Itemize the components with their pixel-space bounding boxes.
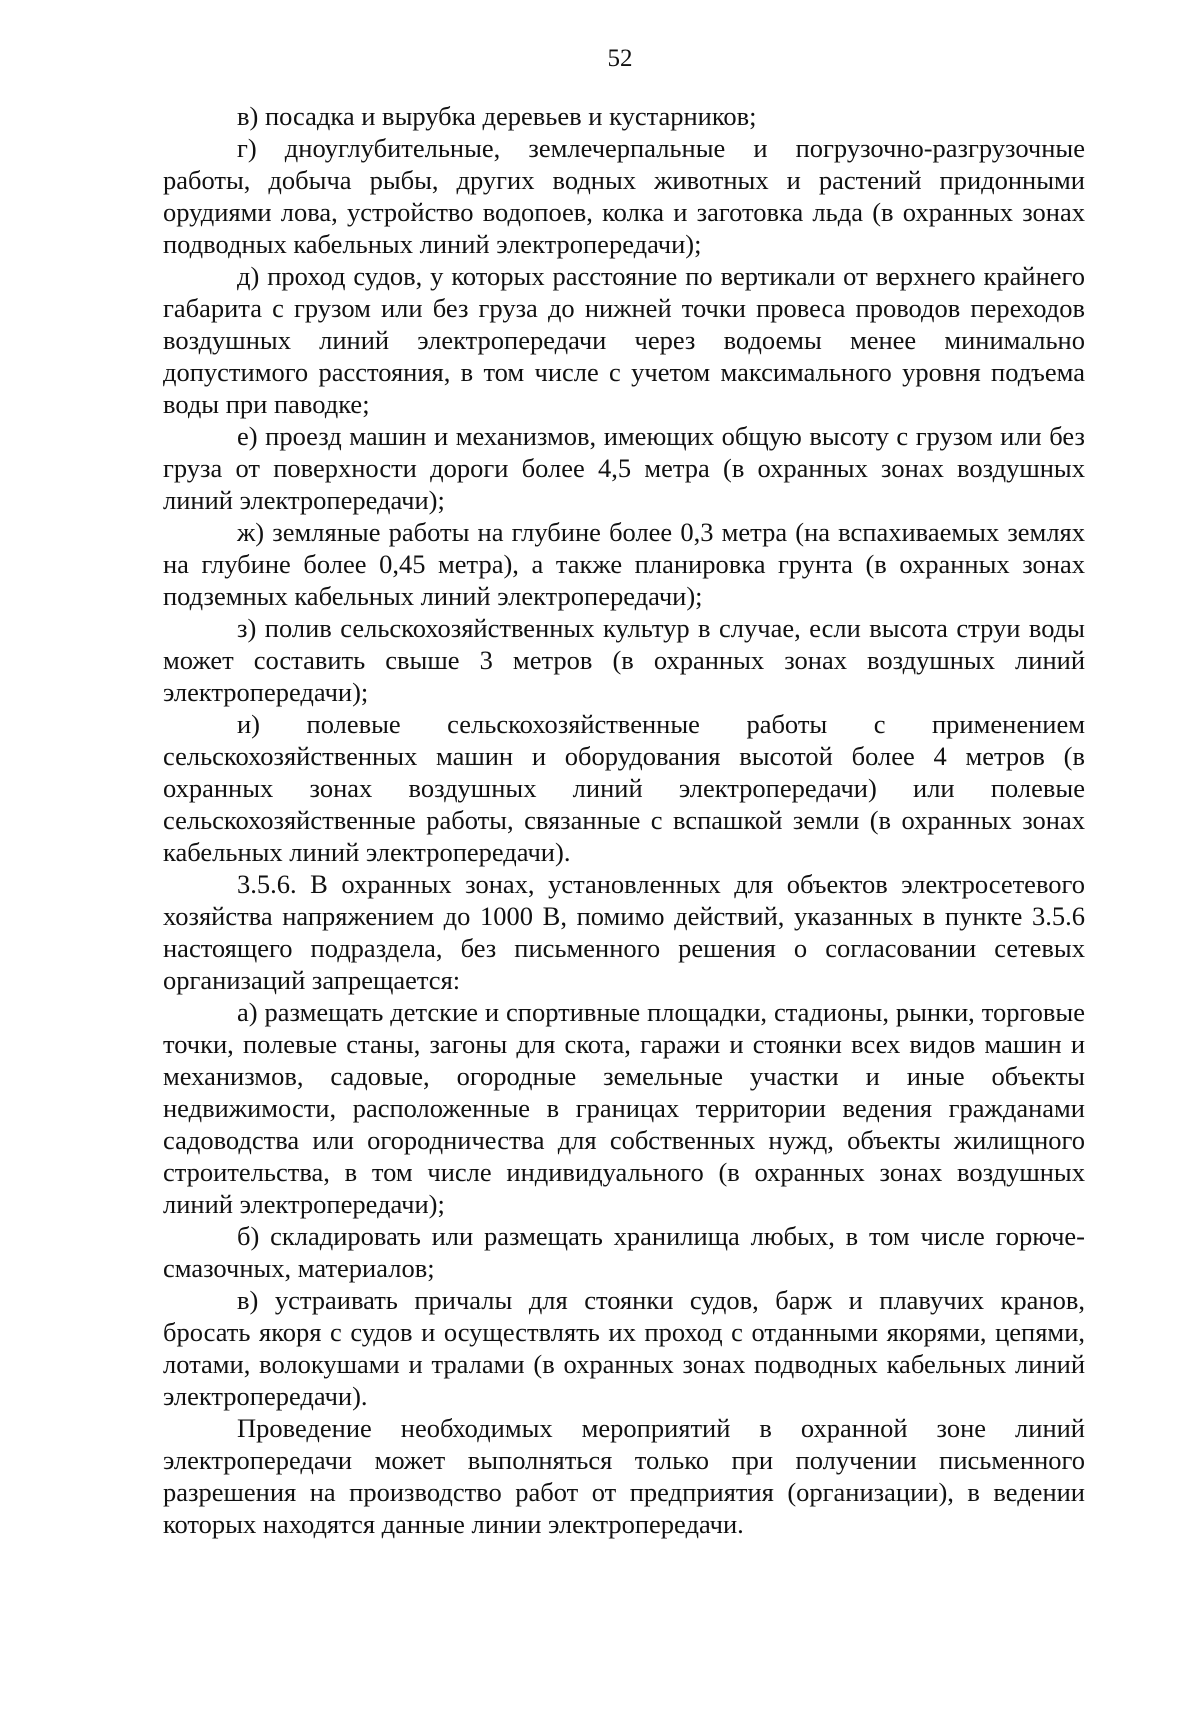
paragraph-b-storage: б) складировать или размещать хранилища любых, в том числе горюче-смазочных, материалов; [163, 1221, 1085, 1283]
paragraph-g-dredging: г) дноуглубительные, землечерпальные и погрузочно-разгрузочные работы, добыча рыбы, других водных животных и растений придонными орудиями лова, устройство водопоев, колка и заготовка льда (в охранных зонах подводных кабельных линий электропередачи); [163, 133, 1085, 259]
paragraph-permission: Проведение необходимых мероприятий в охранной зоне линий электропередачи может выполняться только при получении письменного разрешения на производство работ от предприятия (организации), в ведении которых находятся данные линии электропередачи. [163, 1413, 1085, 1539]
paragraph-zh-earthworks: ж) земляные работы на глубине более 0,3 метра (на вспахиваемых землях на глубине более 0,45 метра), а также планировка грунта (в охранных зонах подземных кабельных линий электропередачи); [163, 517, 1085, 611]
paragraph-z-irrigation: з) полив сельскохозяйственных культур в случае, если высота струи воды может составить свыше 3 метров (в охранных зонах воздушных линий электропередачи); [163, 613, 1085, 707]
paragraph-i-field-works: и) полевые сельскохозяйственные работы с применением сельскохозяйственных машин и оборудования высотой более 4 метров (в охранных зонах воздушных линий электропередачи) или полевые сельскохозяйственные работы, связанные с вспашкой земли (в охранных зонах кабельных линий электропередачи). [163, 709, 1085, 867]
paragraph-section-3-5-6: 3.5.6. В охранных зонах, установленных для объектов электросетевого хозяйства напряжением до 1000 В, помимо действий, указанных в пункте 3.5.6 настоящего подраздела, без письменного решения о согласовании сетевых организаций запрещается: [163, 869, 1085, 995]
paragraph-a-placement: а) размещать детские и спортивные площадки, стадионы, рынки, торговые точки, полевые станы, загоны для скота, гаражи и стоянки всех видов машин и механизмов, садовые, огородные земельные участки и иные объекты недвижимости, расположенные в границах территории ведения гражданами садоводства или огородничества для собственных нужд, объекты жилищного строительства, в том числе индивидуального (в охранных зонах воздушных линий электропередачи); [163, 997, 1085, 1219]
paragraph-v-planting: в) посадка и вырубка деревьев и кустарников; [237, 101, 757, 131]
page-number: 52 [607, 45, 633, 72]
paragraph-v-moorings: в) устраивать причалы для стоянки судов, барж и плавучих кранов, бросать якоря с судов и осуществлять их проход с отданными якорями, цепями, лотами, волокушами и тралами (в охранных зонах подводных кабельных линий электропередачи). [163, 1285, 1085, 1411]
document-body [163, 100, 1085, 1540]
paragraph-e-vehicles: е) проезд машин и механизмов, имеющих общую высоту с грузом или без груза от поверхности дороги более 4,5 метра (в охранных зонах воздушных линий электропередачи); [163, 421, 1085, 515]
paragraph-d-vessels: д) проход судов, у которых расстояние по вертикали от верхнего крайнего габарита с грузом или без груза до нижней точки провеса проводов переходов воздушных линий электропередачи через водоемы менее минимально допустимого расстояния, в том числе с учетом максимального уровня подъема воды при паводке; [163, 261, 1085, 419]
